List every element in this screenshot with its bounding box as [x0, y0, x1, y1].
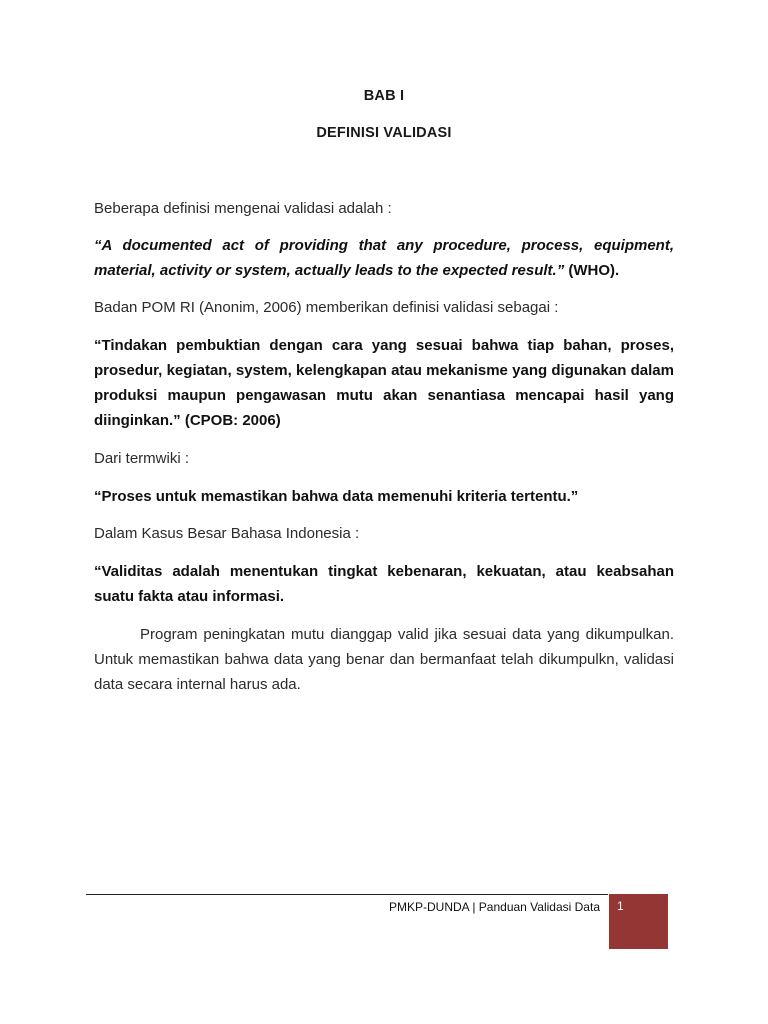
- kbbi-definition-quote: “Validitas adalah menentukan tingkat kebenaran, kekuatan, atau keabsahan suatu fakta atau informasi.: [94, 563, 674, 605]
- footer-label: PMKP-DUNDA | Panduan Validasi Data: [389, 900, 600, 914]
- who-quote-source: (WHO).: [564, 262, 620, 279]
- page-number-box: [609, 894, 668, 949]
- closing-paragraph: Program peningkatan mutu dianggap valid jika sesuai data yang dikumpulkan. Untuk memastikan bahwa data yang benar dan bermanfaat telah dikumpulkn, validasi data secara internal harus ada.: [94, 626, 674, 693]
- termwiki-definition-quote: “Proses untuk memastikan bahwa data memenuhi kriteria tertentu.”: [94, 488, 579, 505]
- bpom-intro-paragraph: Badan POM RI (Anonim, 2006) memberikan definisi validasi sebagai :: [94, 299, 559, 316]
- bpom-definition-quote: “Tindakan pembuktian dengan cara yang sesuai bahwa tiap bahan, proses, prosedur, kegiatan, system, kelengkapan atau mekanisme yang digunakan dalam produksi maupun pengawasan mutu akan senantiasa mencapai hasil yang diinginkan.” (CPOB: 2006): [94, 337, 674, 429]
- who-definition-quote: [94, 233, 674, 283]
- page-title: DEFINISI VALIDASI: [316, 125, 452, 141]
- intro-paragraph: Beberapa definisi mengenai validasi adalah :: [94, 200, 392, 217]
- who-quote-text: “A documented act of providing that any procedure, process, equipment, material, activity or system, actually leads to the expected result.”: [94, 237, 674, 279]
- chapter-heading: BAB I: [363, 88, 405, 104]
- kbbi-intro-paragraph: Dalam Kasus Besar Bahasa Indonesia :: [94, 525, 360, 542]
- footer-rule: [86, 894, 608, 895]
- page-number: 1: [617, 899, 624, 913]
- termwiki-intro-paragraph: Dari termwiki :: [94, 450, 190, 467]
